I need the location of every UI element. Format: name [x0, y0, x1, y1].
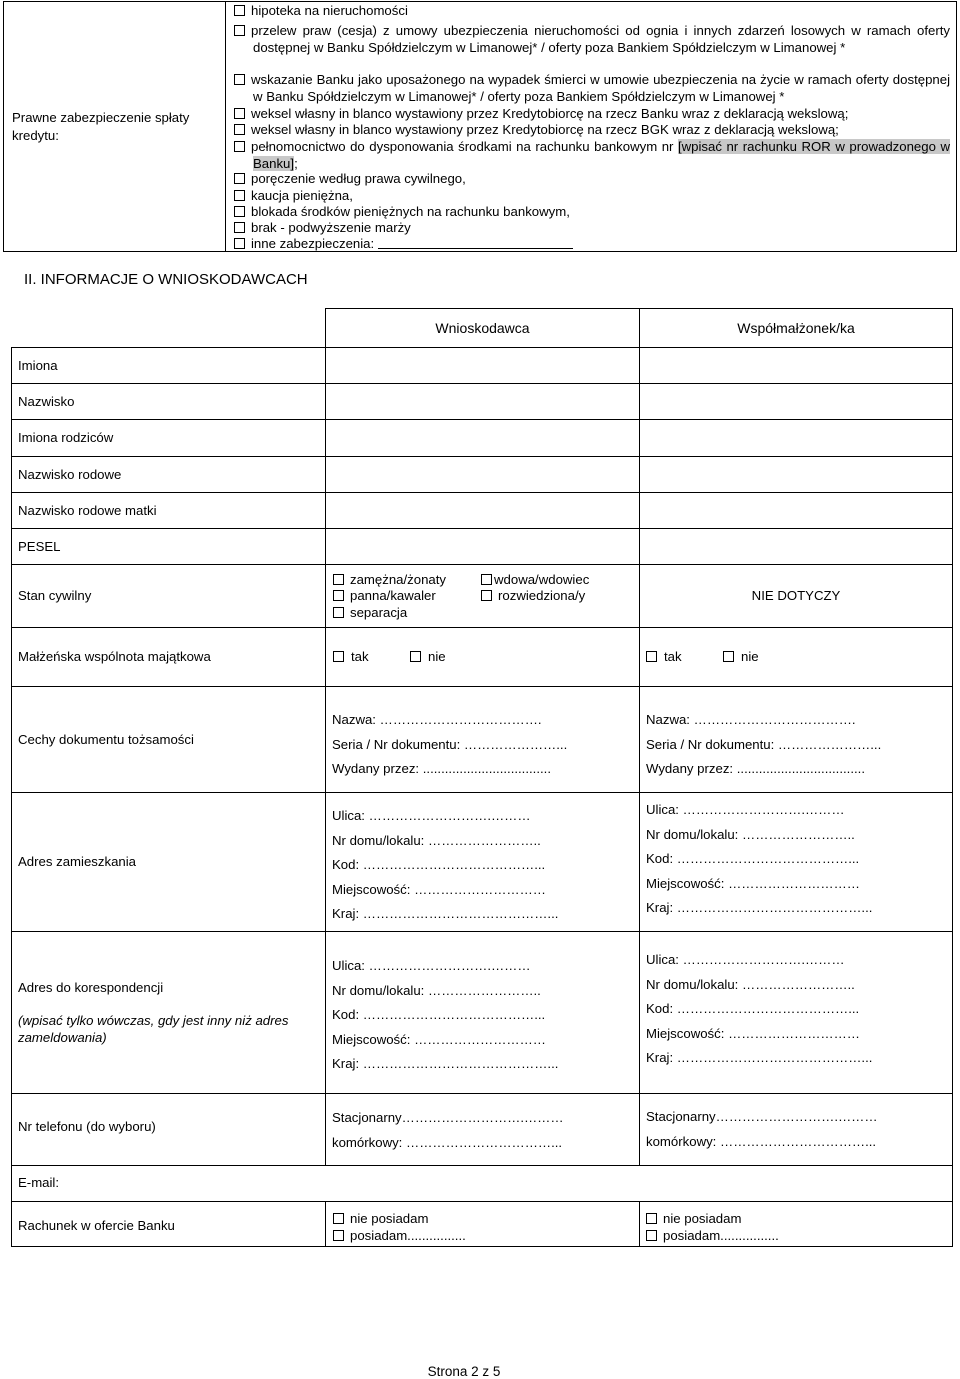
city-field[interactable]: Miejscowość: …………………………	[332, 881, 546, 897]
row-divider	[11, 686, 953, 687]
checkbox[interactable]	[410, 651, 421, 662]
checkbox[interactable]	[234, 25, 245, 36]
marital-option-divorced[interactable]: rozwiedziona/y	[481, 588, 585, 603]
house-number-field[interactable]: Nr domu/lokalu: ……………………..	[646, 826, 855, 842]
account-have-applicant[interactable]: posiadam................	[333, 1228, 466, 1243]
page-number: Strona 2 z 5	[427, 1364, 501, 1379]
country-field[interactable]: Kraj: ……………………………………...	[646, 900, 873, 915]
checkbox[interactable]	[646, 1230, 657, 1241]
checkbox[interactable]	[234, 206, 245, 217]
row-label-rachunek: Rachunek w ofercie Banku	[18, 1218, 175, 1233]
col-divider	[325, 1201, 326, 1247]
street-field[interactable]: Ulica: ……………………….………	[646, 802, 845, 817]
security-item-beneficiary[interactable]: wskazanie Banku jako uposażonego na wypadek śmierci w umowie ubezpieczenia na życie w ramach oferty dostępnej w Banku Spółdzielczym w Limanowej* / oferty poza Bankiem Spółdzielczym w Limanowej *	[234, 72, 950, 105]
row-label-imiona: Imiona	[18, 358, 58, 373]
document-issuer-field[interactable]: Wydany przez: ...................................	[332, 761, 551, 776]
security-item-margin[interactable]: brak - podwyższenie marży	[234, 220, 950, 237]
checkbox[interactable]	[481, 590, 492, 601]
checkbox[interactable]	[234, 222, 245, 233]
country-field[interactable]: Kraj: ……………………………………...	[332, 1056, 559, 1071]
col-applicant: Wnioskodawca	[435, 320, 530, 336]
community-yes-spouse[interactable]: tak	[646, 649, 682, 664]
document-name-field[interactable]: Nazwa: ……………………………….	[646, 712, 856, 727]
row-label-adres: Adres zamieszkania	[18, 854, 137, 869]
city-field[interactable]: Miejscowość: …………………………	[332, 1031, 546, 1047]
checkbox[interactable]	[234, 74, 245, 85]
document-number-field[interactable]: Seria / Nr dokumentu: …………………...	[646, 736, 882, 752]
row-label-nazwisko-rodowe: Nazwisko rodowe	[18, 467, 122, 482]
account-have-spouse[interactable]: posiadam................	[646, 1228, 779, 1243]
postal-code-field[interactable]: Kod: …………………………………...	[332, 1007, 546, 1022]
checkbox[interactable]	[333, 1230, 344, 1241]
marital-option-married[interactable]: zamężna/żonaty	[333, 572, 446, 587]
city-field[interactable]: Miejscowość: …………………………	[646, 875, 860, 891]
row-label-email: E-mail:	[18, 1175, 60, 1190]
checkbox[interactable]	[333, 1213, 344, 1224]
checkbox[interactable]	[333, 590, 344, 601]
checkbox[interactable]	[234, 238, 245, 249]
security-item-blockade[interactable]: blokada środków pieniężnych na rachunku bankowym,	[234, 204, 950, 221]
community-no-spouse[interactable]: nie	[723, 649, 759, 664]
mobile-field[interactable]: komórkowy: ……………………………...	[332, 1134, 563, 1150]
row-label-adres-kor: Adres do korespondencji	[18, 980, 164, 995]
checkbox[interactable]	[646, 651, 657, 662]
security-item-mortgage[interactable]: hipoteka na nieruchomości	[234, 3, 950, 20]
row-divider	[11, 456, 953, 457]
marital-option-widowed[interactable]: wdowa/wdowiec	[481, 572, 589, 587]
row-label-dokument: Cechy dokumentu tożsamości	[18, 732, 194, 747]
row-divider	[11, 528, 953, 529]
checkbox[interactable]	[646, 1213, 657, 1224]
other-security-field[interactable]	[378, 238, 573, 249]
security-item-cession[interactable]: przelew praw (cesja) z umowy ubezpieczenia nieruchomości od ognia i innych zdarzeń losowych w ramach oferty dostępnej w Banku Spółdzielczym w Limanowej* / oferty poza Bankiem Spółdzielczym w Limanowej *	[234, 23, 950, 56]
phone-fields-applicant[interactable]	[332, 1110, 564, 1159]
checkbox[interactable]	[234, 141, 245, 152]
address-fields-spouse[interactable]	[646, 802, 872, 925]
col-spouse: Współmałżonek/ka	[737, 320, 855, 336]
row-label-wspolnota: Małżeńska wspólnota majątkowa	[18, 649, 211, 664]
row-divider	[11, 419, 953, 420]
col-divider	[639, 1201, 640, 1247]
row-divider	[11, 1201, 953, 1202]
row-label-telefon: Nr telefonu (do wyboru)	[18, 1119, 156, 1134]
security-item-deposit[interactable]: kaucja pieniężna,	[234, 188, 950, 205]
account-none-applicant[interactable]: nie posiadam	[333, 1211, 428, 1226]
not-applicable-label: NIE DOTYCZY	[751, 588, 841, 603]
mobile-field[interactable]: komórkowy: ……………………………...	[646, 1133, 877, 1149]
street-field[interactable]: Ulica: ……………………….………	[646, 952, 845, 967]
security-item-other[interactable]: inne zabezpieczenia:	[234, 236, 950, 253]
row-divider	[11, 1093, 953, 1094]
row-divider	[11, 564, 953, 565]
row-label-nazwisko: Nazwisko	[18, 394, 75, 409]
security-item-promissory-bgk[interactable]: weksel własny in blanco wystawiony przez Kredytobiorcę na rzecz BGK wraz z deklaracją wekslową;	[234, 122, 950, 139]
row-divider	[11, 492, 953, 493]
phone-fields-spouse[interactable]	[646, 1109, 878, 1158]
checkbox[interactable]	[234, 5, 245, 16]
document-fields-spouse[interactable]	[646, 712, 881, 786]
checkbox[interactable]	[481, 574, 492, 585]
house-number-field[interactable]: Nr domu/lokalu: ……………………..	[332, 832, 541, 848]
address-fields-applicant[interactable]	[332, 808, 558, 931]
checkbox[interactable]	[234, 108, 245, 119]
row-label-imiona-rodzicow: Imiona rodziców	[18, 430, 114, 445]
postal-code-field[interactable]: Kod: …………………………………...	[646, 1001, 860, 1016]
security-item-promissory-bank[interactable]: weksel własny in blanco wystawiony przez Kredytobiorcę na rzecz Banku wraz z deklaracją wekslową;	[234, 106, 950, 123]
country-field[interactable]: Kraj: ……………………………………...	[646, 1050, 873, 1065]
security-item-power-of-attorney[interactable]: pełnomocnictwo do dysponowania środkami na rachunku bankowym nr [wpisać nr rachunku ROR w prowadzonego w Banku];	[234, 139, 950, 172]
col-divider	[639, 347, 640, 1165]
document-fields-applicant[interactable]	[332, 712, 567, 786]
postal-code-field[interactable]: Kod: …………………………………...	[332, 857, 546, 872]
account-none-spouse[interactable]: nie posiadam	[646, 1211, 741, 1226]
postal-code-field[interactable]: Kod: …………………………………...	[646, 851, 860, 866]
city-field[interactable]: Miejscowość: …………………………	[646, 1025, 860, 1041]
checkbox[interactable]	[723, 651, 734, 662]
row-divider	[11, 1165, 953, 1166]
landline-field[interactable]: Stacjonarny……………………….………	[332, 1110, 564, 1125]
security-item-guarantee[interactable]: poręczenie według prawa cywilnego,	[234, 171, 950, 188]
house-number-field[interactable]: Nr domu/lokalu: ……………………..	[646, 976, 855, 992]
landline-field[interactable]: Stacjonarny……………………….………	[646, 1109, 878, 1124]
checkbox[interactable]	[333, 651, 344, 662]
checkbox[interactable]	[234, 124, 245, 135]
community-yes-applicant[interactable]: tak	[333, 649, 369, 664]
row-label-nazwisko-rodowe-matki: Nazwisko rodowe matki	[18, 503, 157, 518]
document-number-field[interactable]: Seria / Nr dokumentu: …………………...	[332, 736, 568, 752]
row-label-pesel: PESEL	[18, 539, 61, 554]
row-divider	[11, 627, 953, 628]
col-divider	[325, 347, 326, 1165]
row-divider	[11, 931, 953, 932]
community-no-applicant[interactable]: nie	[410, 649, 446, 664]
security-label: Prawne zabezpieczenie spłaty kredytu:	[4, 2, 226, 251]
checkbox[interactable]	[333, 607, 344, 618]
marital-option-single[interactable]: panna/kawaler	[333, 588, 436, 603]
street-field[interactable]: Ulica: ……………………….………	[332, 958, 531, 973]
row-note-adres-kor: (wpisać tylko wówczas, gdy jest inny niż adres zameldowania)	[18, 1013, 289, 1045]
row-divider	[11, 383, 953, 384]
correspondence-fields-spouse[interactable]	[646, 952, 872, 1075]
document-issuer-field[interactable]: Wydany przez: ...................................	[646, 761, 865, 776]
checkbox[interactable]	[234, 190, 245, 201]
country-field[interactable]: Kraj: ……………………………………...	[332, 906, 559, 921]
house-number-field[interactable]: Nr domu/lokalu: ……………………..	[332, 982, 541, 998]
checkbox[interactable]	[333, 574, 344, 585]
row-divider	[11, 792, 953, 793]
ror-placeholder: [wpisać nr rachunku ROR w prowadzonego w Banku]	[253, 139, 950, 171]
marital-option-separation[interactable]: separacja	[333, 605, 407, 620]
street-field[interactable]: Ulica: ……………………….………	[332, 808, 531, 823]
correspondence-fields-applicant[interactable]	[332, 958, 558, 1081]
document-name-field[interactable]: Nazwa: ……………………………….	[332, 712, 542, 727]
row-label-stan-cywilny: Stan cywilny	[18, 588, 92, 603]
checkbox[interactable]	[234, 173, 245, 184]
section-title: II. INFORMACJE O WNIOSKODAWCACH	[24, 271, 308, 288]
